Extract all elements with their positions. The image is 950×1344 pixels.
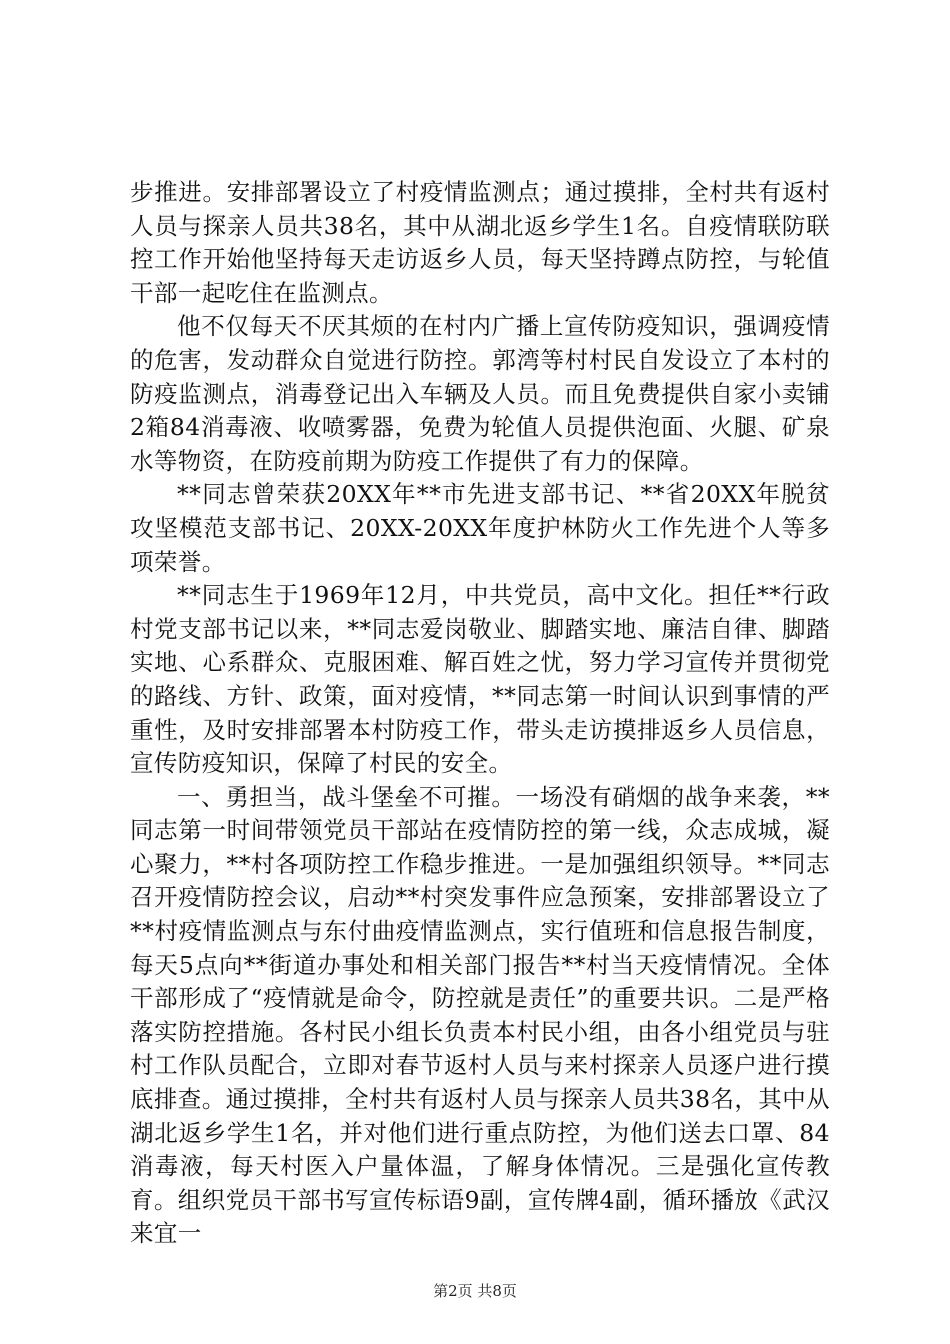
document-body: [130, 176, 830, 1251]
paragraph-biography: **同志生于1969年12月，中共党员，高中文化。担任**行政村党支部书记以来，**同志爱岗敬业、脚踏实地、廉洁自律、脚踏实地、心系群众、克服困难、解百姓之忧，努力学习宣传并贯彻党的路线、方针、政策，面对疫情，**同志第一时间认识到事情的严重性，及时安排部署本村防疫工作，带头走访摸排返乡人员信息，宣传防疫知识，保障了村民的安全。: [130, 581, 830, 778]
page-number: 第2页 共8页: [433, 1282, 517, 1300]
paragraph-honors: **同志曾荣获20XX年**市先进支部书记、**省20XX年脱贫攻坚模范支部书记、20XX-20XX年度护林防火工作先进个人等多项荣誉。: [130, 480, 830, 576]
paragraph-section-one: 一、勇担当，战斗堡垒不可摧。一场没有硝烟的战争来袭，**同志第一时间带领党员干部站在疫情防控的第一线，众志成城，凝心聚力，**村各项防控工作稳步推进。一是加强组织领导。**同志召开疫情防控会议，启动**村突发事件应急预案，安排部署设立了**村疫情监测点与东付曲疫情监测点，实行值班和信息报告制度，每天5点向**街道办事处和相关部门报告**村当天疫情情况。全体干部形成了“疫情就是命令，防控就是责任”的重要共识。二是严格落实防控措施。各村民小组长负责本村民小组，由各小组党员与驻村工作队员配合，立即对春节返村人员与来村探亲人员逐户进行摸底排查。通过摸排，全村共有返村人员与探亲人员共38名，其中从湖北返乡学生1名，并对他们进行重点防控，为他们送去口罩、84消毒液，每天村医入户量体温，了解身体情况。三是强化宣传教育。组织党员干部书写宣传标语9副，宣传牌4副，循环播放《武汉来宜一: [130, 782, 830, 1248]
paragraph-continuation: 步推进。安排部署设立了村疫情监测点；通过摸排，全村共有返村人员与探亲人员共38名，其中从湖北返乡学生1名。自疫情联防联控工作开始他坚持每天走访返乡人员，每天坚持蹲点防控，与轮值干部一起吃住在监测点。: [130, 178, 830, 307]
paragraph-broadcast-publicity: 他不仅每天不厌其烦的在村内广播上宣传防疫知识，强调疫情的危害，发动群众自觉进行防控。郭湾等村村民自发设立了本村的防疫监测点，消毒登记出入车辆及人员。而且免费提供自家小卖铺2箱84消毒液、收喷雾器，免费为轮值人员提供泡面、火腿、矿泉水等物资，在防疫前期为防疫工作提供了有力的保障。: [130, 312, 830, 475]
